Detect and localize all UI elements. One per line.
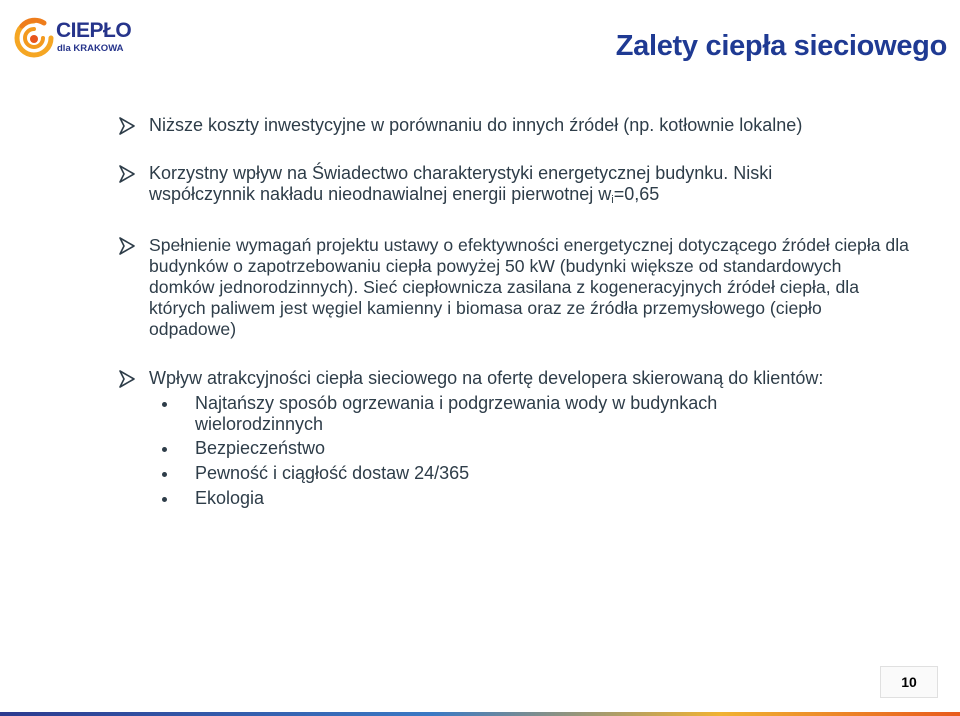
- sub-list: [162, 393, 782, 435]
- bullet-2-subscript: i: [611, 194, 614, 206]
- bullet-dot-icon: [162, 402, 167, 407]
- list-item: [162, 393, 782, 435]
- sub-item-text: Ekologia: [195, 488, 265, 508]
- bullet-2-text-pre: współczynnik nakładu nieodnawialnej energii pierwotnej w: [149, 184, 612, 204]
- bullet-dot-icon: [162, 447, 167, 452]
- logo-ring-icon: [14, 17, 54, 61]
- list-item: [162, 488, 782, 509]
- list-item: [162, 463, 782, 484]
- bullet-4-text: Wpływ atrakcyjności ciepła sieciowego na ofertę developera skierowaną do klientów:: [149, 368, 824, 388]
- logo-sub: dla KRAKOWA: [57, 43, 124, 54]
- logo: [14, 17, 132, 63]
- arrow-bullet-icon: [117, 116, 137, 136]
- arrow-bullet-icon: [117, 236, 137, 256]
- logo-brand: CIEPŁO: [56, 19, 132, 42]
- bullet-4: [117, 368, 960, 389]
- arrow-bullet-icon: [117, 164, 137, 184]
- sub-item-text: Najtańszy sposób ogrzewania i podgrzewania wody w budynkach wielorodzinnych: [195, 393, 718, 434]
- sub-list: [162, 463, 782, 484]
- bullet-2: [117, 163, 949, 211]
- footer-bar: [0, 712, 960, 716]
- bullet-1-text: Niższe koszty inwestycyjne w porównaniu do innych źródeł (np. kotłownie lokalne): [149, 115, 803, 135]
- bullet-1: [117, 115, 949, 136]
- bullet-2-line-1: Korzystny wpływ na Świadectwo charakterystyki energetycznej budynku. Niski: [149, 163, 773, 183]
- bullet-3-text: Spełnienie wymagań projektu ustawy o efektywności energetycznej dotyczącego źródeł ciepła dla budynków o zapotrzebowaniu ciepła powyżej 50 kW (budynki większe od standardowych domków jednorodzinnych). Sieć ciepłownicza zasilana z kogeneracyjnych źródeł ciepła, dla których paliwem jest węgiel kamienny i biomasa oraz ze źródła przemysłowego (ciepło odpadowe): [149, 235, 909, 339]
- sub-list: [162, 438, 782, 459]
- list-item: [162, 438, 782, 459]
- sub-item-text: Pewność i ciągłość dostaw 24/365: [195, 463, 470, 483]
- bullet-2-text-post: =0,65: [613, 184, 660, 204]
- bullet-2-line-2: [149, 184, 949, 211]
- page-number: 10: [901, 674, 917, 690]
- sub-list: [162, 488, 782, 509]
- page-number-box: [880, 666, 938, 698]
- bullet-dot-icon: [162, 497, 167, 502]
- slide-title: Zalety ciepła sieciowego: [615, 30, 947, 62]
- bullet-3: [117, 235, 909, 340]
- arrow-bullet-icon: [117, 369, 137, 389]
- sub-item-text: Bezpieczeństwo: [195, 438, 326, 458]
- bullet-dot-icon: [162, 472, 167, 477]
